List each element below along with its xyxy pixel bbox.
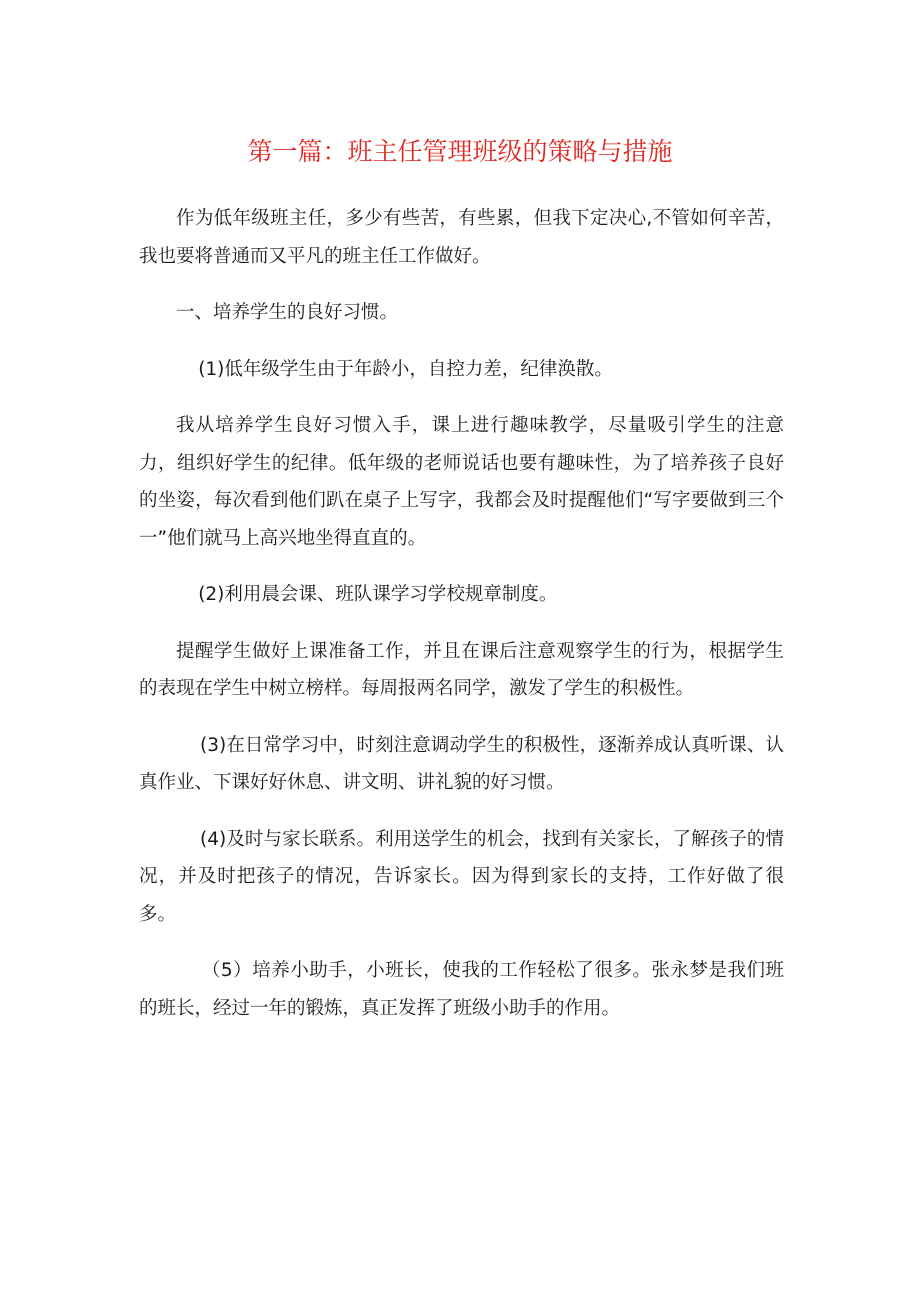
paragraph-item-2: (2)利用晨会课、班队课学习学校规章制度。 [198, 584, 558, 605]
document-body [139, 200, 784, 1046]
paragraph-item-3: (3)在日常学习中，时刻注意调动学生的积极性，逐渐养成认真听课、认真作业、下课好好休息、讲文明、讲礼貌的好习惯。 [139, 734, 784, 793]
page-title: 第一篇：班主任管理班级的策略与措施 [247, 137, 673, 166]
paragraph-item-1: (1)低年级学生由于年龄小，自控力差，纪律涣散。 [198, 358, 613, 380]
section-heading-habits: 一、培养学生的良好习惯。 [176, 302, 399, 323]
paragraph-intro: 作为低年级班主任，多少有些苦，有些累，但我下定决心,不管如何辛苦，我也要将普通而又平凡的班主任工作做好。 [139, 208, 784, 267]
paragraph-item-4: (4)及时与家长联系。利用送学生的机会，找到有关家长，了解孩子的情况，并及时把孩子的情况，告诉家长。因为得到家长的支持，工作好做了很多。 [139, 828, 784, 925]
paragraph-item-1-detail: 我从培养学生良好习惯入手，课上进行趣味教学，尽量吸引学生的注意力，组织好学生的纪律。低年级的老师说话也要有趣味性，为了培养孩子良好的坐姿，每次看到他们趴在桌子上写字，我都会及时提醒他们“写字要做到三个一”他们就马上高兴地坐得直直的。 [139, 415, 784, 549]
paragraph-item-2-detail: 提醒学生做好上课准备工作，并且在课后注意观察学生的行为，根据学生的表现在学生中树立榜样。每周报两名同学，激发了学生的积极性。 [139, 640, 784, 699]
paragraph-item-5: （5）培养小助手，小班长，使我的工作轻松了很多。张永梦是我们班的班长，经过一年的锻炼，真正发挥了班级小助手的作用。 [139, 960, 784, 1019]
